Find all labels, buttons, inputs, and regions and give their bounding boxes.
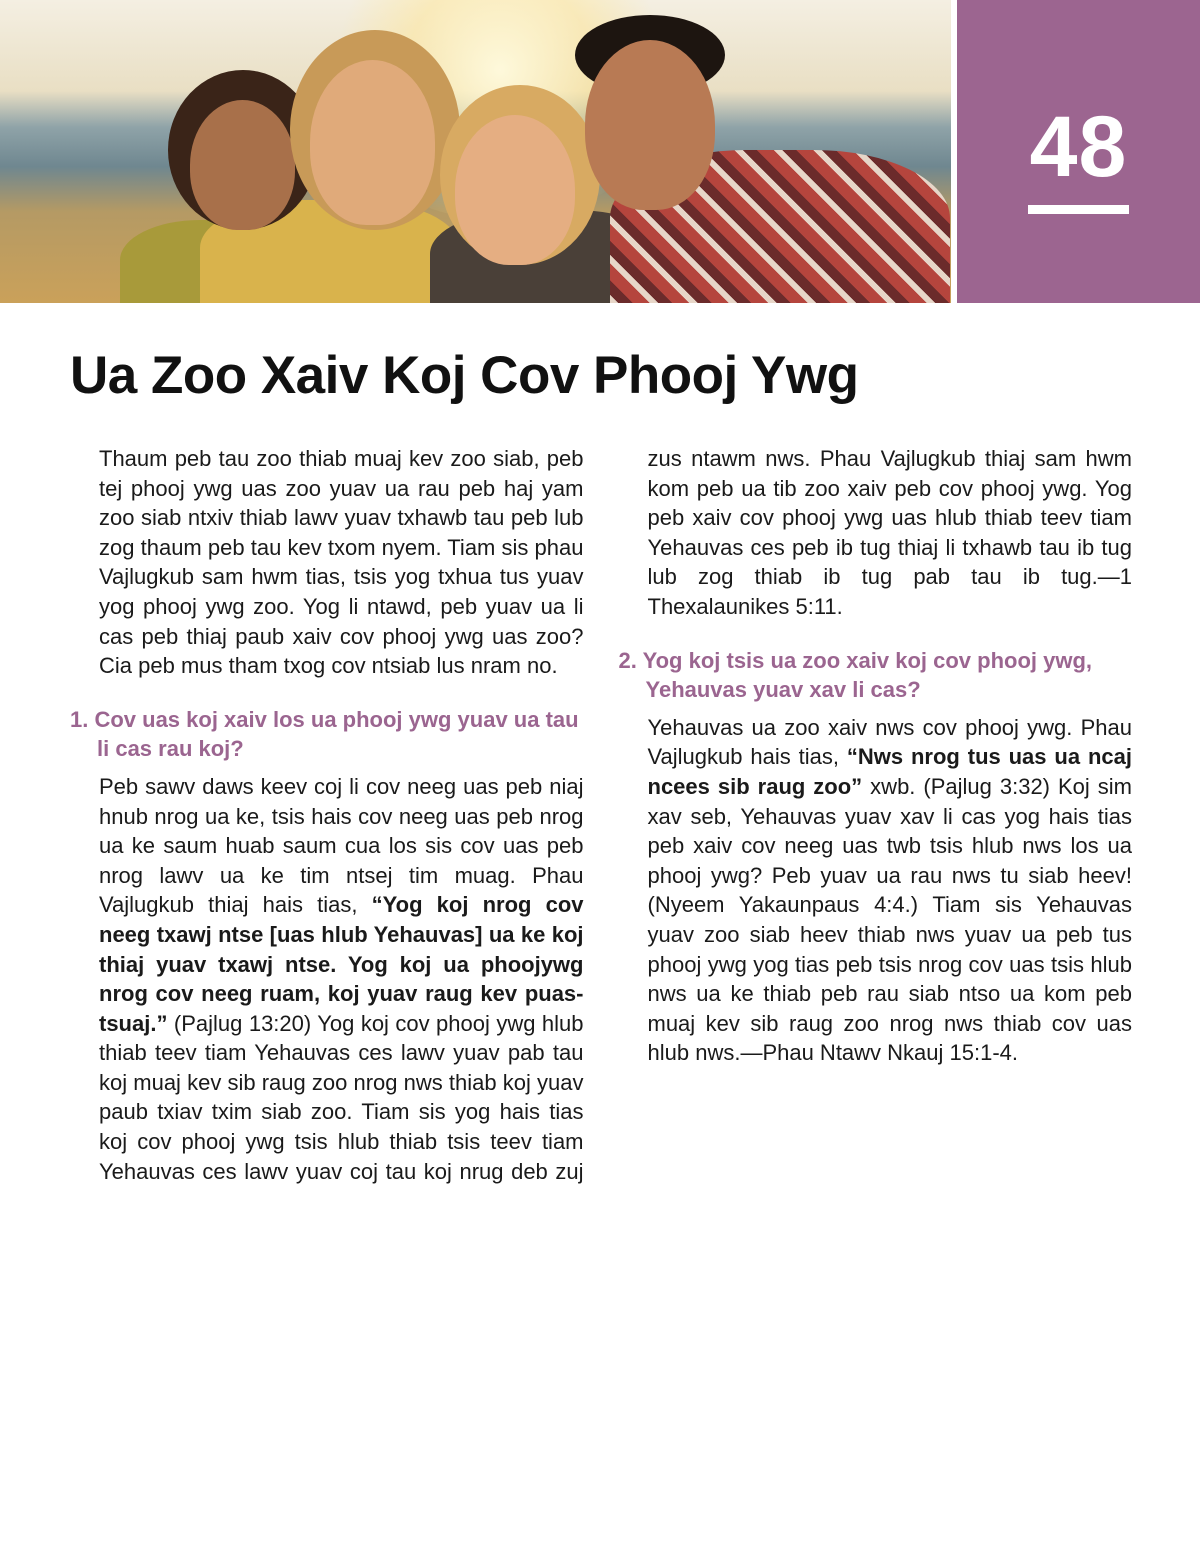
intro-paragraph: Thaum peb tau zoo thiab muaj kev zoo siab, peb tej phooj ywg uas zoo yuav ua rau peb haj yam zoo siab ntxiv thiab lawv yuav txhawb tau peb lub zog thaum peb tau kev txom nyem. Tiam sis phau Vajlugkub sam hwm tias, tsis yog txhua tus yuav yog phooj ywg zoo. Yog li ntawd, peb yuav ua li cas peb thiaj paub xaiv cov phooj ywg uas zoo? Cia peb mus tham txog cov ntsiab lus nram no. [99,446,584,679]
paragraph-text: Yehauvas ua zoo xaiv nws cov phooj ywg. Phau Vajlugkub hais tias, [647,714,1132,770]
scripture-quote: “Nws nrog tus uas ua ncaj ncees sib raug zoo” [647,744,1132,799]
lesson-number: 48 [1029,99,1128,195]
section-paragraph [648,713,1133,1068]
person-face [310,60,435,225]
page-title: Ua Zoo Xaiv Koj Cov Phooj Ywg [70,346,859,405]
person-face [455,115,575,265]
lesson-number-underline [1028,205,1129,214]
paragraph-text: xwb. (Pajlug 3:32) Koj sim xav seb, Yehauvas yuav xav li cas yog hais tias peb xaiv cov neeg uas twb tsis hlub nws los ua phooj ywg? Peb yuav ua rau nws tu siab heev! (Nyeem Yakaunpaus 4:4.) Tiam sis Yehauvas yuav zoo siab heev thiab nws yuav ua peb tus phooj ywg yog tias peb tsis nrog cov uas tsis hlub nws ua ke thiab peb rau siab ntso ua kom peb muaj kev sib raug zoo nrog nws thiab cov uas hlub nws.—Phau Ntawv Nkauj 15:1-4. [647,773,1132,1066]
paragraph-text: (Pajlug 13:20) Yog koj cov phooj ywg hlub thiab teev tiam Yehauvas ces lawv yuav pab tau koj muaj kev sib raug zoo nrog nws thiab koj yuav paub txiav txim siab zoo. Tiam sis yog hais tias koj cov phooj ywg tsis hlub thiab tsis teev tiam Yehauvas ces lawv yuav coj tau koj nrug deb zuj zus ntawm nws. Phau Vajlugkub thiaj sam hwm kom peb ua tib zoo xaiv peb cov phooj ywg. Yog peb xaiv cov phooj ywg uas hlub thiab teev tiam Yehauvas ces peb ib tug thiaj li txhawb tau ib tug lub zog thiab ib tug pab tau ib tug.—1 Thexalaunikes 5:11. [99,446,1132,1184]
paragraph-text: Peb sawv daws keev coj li cov neeg uas peb niaj hnub nrog ua ke, tsis hais cov neeg uas peb nrog ua ke saum huab saum cua los sis cov uas peb nrog lawv ua ke tim ntsej tim muag. Phau Vajlugkub thiaj hais tias, [99,773,584,918]
person-face [585,40,715,210]
person-face [190,100,295,230]
article-body [70,444,1132,1189]
scripture-quote: “Yog koj nrog cov neeg txawj ntse [uas hlub Yehauvas] ua ke koj thiaj yuav txawj ntse. Yog koj ua phoojywg nrog cov neeg ruam, koj yuav raug kev puas-tsuaj.” [99,892,584,1036]
section-question: 1. Cov uas koj xaiv los ua phooj ywg yuav ua tau li cas rau koj? [70,706,579,762]
header-photo-friends-selfie [0,0,951,303]
lesson-number-badge [957,0,1200,303]
section-question: 2. Yog koj tsis ua zoo xaiv koj cov phooj ywg, Yehauvas yuav xav li cas? [618,647,1093,703]
